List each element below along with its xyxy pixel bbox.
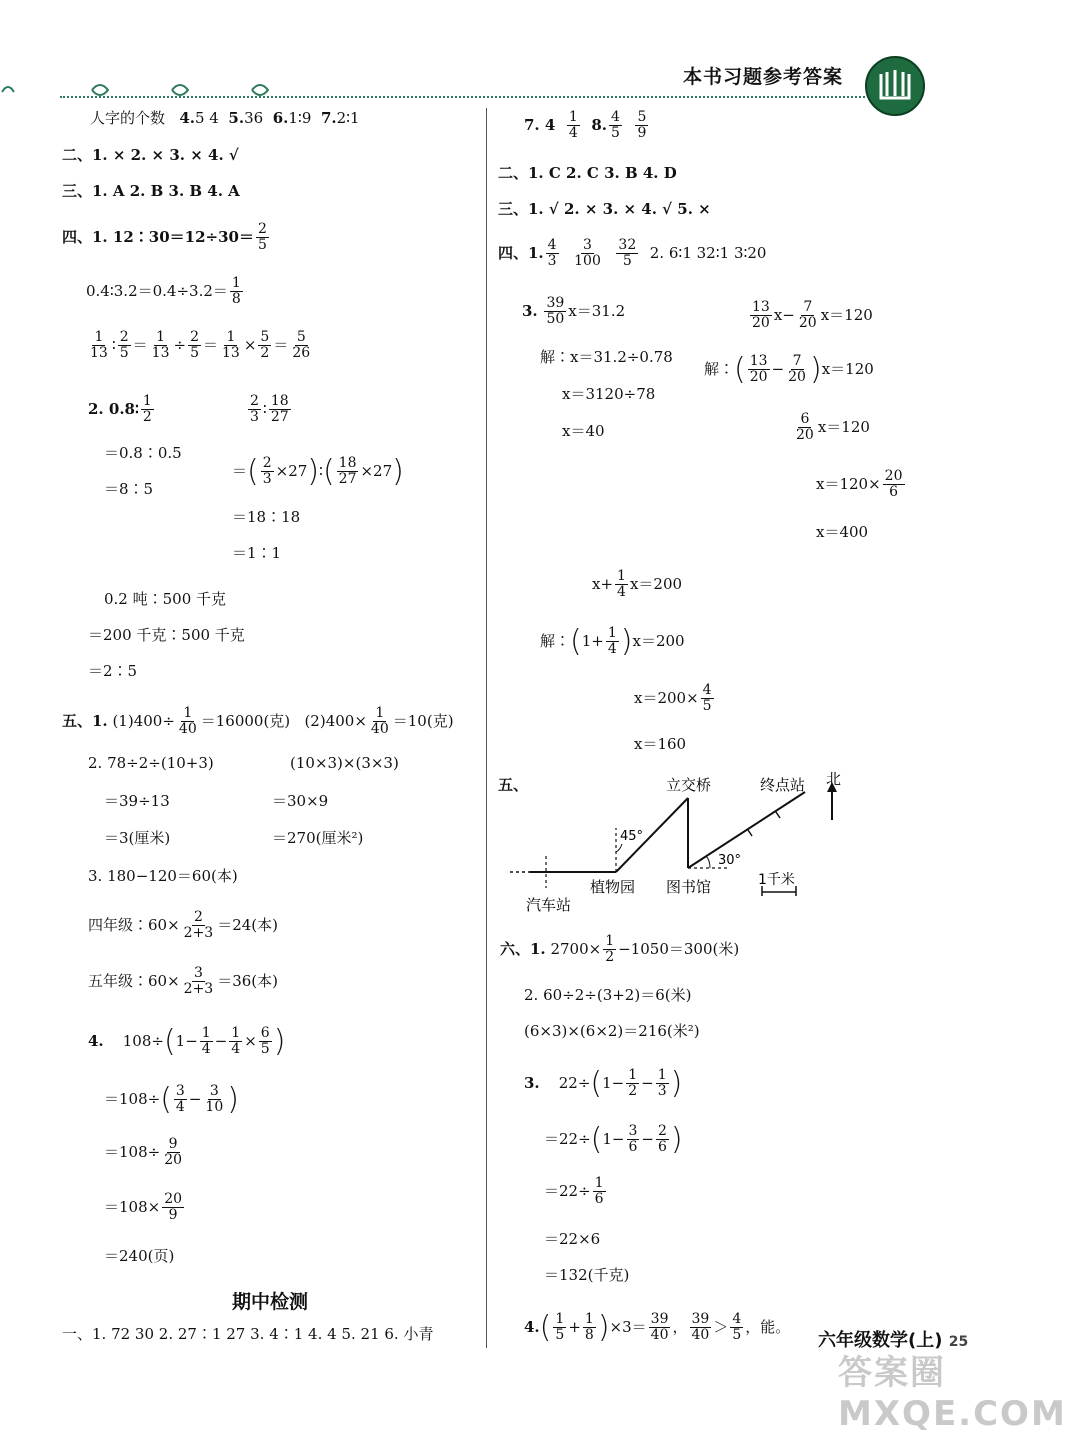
page-number: 25 (948, 1334, 969, 1350)
answer-line: 3. 22÷(1− $\frac{1}{2}$ − $\frac{1}{3}$ ) (524, 1065, 683, 1101)
answer-line: ＝108÷( $\frac{3}{4}$ − $\frac{3}{10}$ ) (104, 1081, 239, 1117)
answer-line: x＝40 (562, 422, 605, 440)
answer-line: ＝200 千克∶500 千克 (88, 626, 245, 644)
answer-line: ＝( $\frac{2}{3}$ ×27)∶( $\frac{18}{27}$ ×27) (232, 453, 404, 489)
answer-line: 五、1. (1)400÷ $\frac{1}{40}$ ＝16000(克) (2)400× $\frac{1}{40}$ ＝10(克) (62, 705, 454, 738)
answer-line: 2. 0.8∶ $\frac{1}{2}$ (88, 393, 152, 426)
section-title: 期中检测 (232, 1291, 309, 1313)
answer-line: 7. 4 $\frac{1}{4}$ 8. $\frac{4}{5}$ $\frac{5}{9}$ (524, 109, 647, 142)
answer-line: x＝160 (634, 735, 687, 753)
answer-line: 三、1. √ 2. × 3. × 4. √ 5. × (498, 200, 711, 218)
answer-line: ＝240(页) (104, 1247, 175, 1265)
answer-line: ＝39÷13 (104, 792, 170, 810)
answer-line: ＝0.8∶0.5 (104, 444, 182, 462)
answer-line: x+ $\frac{1}{4}$ x＝200 (592, 568, 683, 601)
answer-line: 六、1. 2700× $\frac{1}{2}$ −1050＝300(米) (500, 933, 740, 966)
answer-line: ＝22×6 (544, 1230, 601, 1248)
answer-line: 二、1. C 2. C 3. B 4. D (498, 164, 677, 182)
answer-line: x＝400 (816, 523, 869, 541)
answer-line: x＝120× $\frac{20}{6}$ (816, 468, 903, 501)
section-label: 五、 (498, 776, 529, 794)
answer-line: ＝18∶18 (232, 508, 301, 526)
route-map-diagram (500, 768, 860, 918)
map-label-terminal: 终点站 (760, 776, 806, 794)
answer-line: 3. 180−120＝60(本) (88, 867, 238, 885)
answer-line: 0.4∶3.2＝0.4÷3.2＝ $\frac{1}{8}$ (86, 275, 241, 308)
answer-line: ＝2∶5 (88, 662, 138, 680)
answer-line: ＝108× $\frac{20}{9}$ (104, 1191, 183, 1224)
answer-line: ＝132(千克) (544, 1266, 630, 1284)
answer-line: $\frac{6}{20}$ x＝120 (796, 411, 870, 444)
answer-line: 一、1. 72 30 2. 27∶1 27 3. 4∶1 4. 4 5. 21 6. 小青 (62, 1325, 434, 1343)
answer-line: 4. 108÷(1− $\frac{1}{4}$ − $\frac{1}{4}$ × $\frac{6}{5}$ ) (88, 1023, 286, 1059)
map-angle-45: 45° (620, 829, 644, 844)
header-dotted-rule (60, 96, 865, 98)
book-logo-icon (865, 56, 925, 116)
answer-line: 2. 78÷2÷(10+3) (88, 754, 214, 772)
answer-line: 3. $\frac{39}{50}$ x＝31.2 (522, 295, 626, 328)
footer-grade-label: 六年级数学(上) 25 (818, 1330, 969, 1351)
map-label-bridge: 立交桥 (666, 776, 712, 794)
answer-line: 二、1. × 2. × 3. × 4. √ (62, 146, 239, 164)
answer-line: 4.( $\frac{1}{5}$ + $\frac{1}{8}$ )×3＝ $\frac{39}{40}$ ， $\frac{39}{40}$ ＞ $\frac{4}{5}$ ，能。 (524, 1309, 791, 1345)
map-angle-30: 30° (718, 853, 742, 868)
map-label-garden: 植物园 (590, 878, 636, 896)
answer-line: ＝22÷(1− $\frac{3}{6}$ − $\frac{2}{6}$ ) (544, 1121, 683, 1157)
answer-line: ＝1∶1 (232, 544, 282, 562)
answer-line: ＝3(厘米) (104, 829, 171, 847)
column-divider (486, 108, 487, 1348)
answer-line: 2. 60÷2÷(3+2)＝6(米) (524, 986, 692, 1004)
answer-line: $\frac{2}{3}$ ∶ $\frac{18}{27}$ (250, 393, 289, 426)
answer-line: 0.2 吨∶500 千克 (104, 590, 227, 608)
route-segment (688, 792, 805, 868)
answer-line: ＝108÷ $\frac{9}{20}$ (104, 1136, 183, 1169)
answer-line: $\frac{13}{20}$ x− $\frac{7}{20}$ x＝120 (752, 299, 873, 332)
answer-line: $\frac{1}{13}$ ∶ $\frac{2}{5}$ ＝ $\frac{1}{13}$ ÷ $\frac{2}{5}$ ＝ $\frac{1}{13}$ × $\frac{5}{2}$ ＝ $\frac{5}{26}$ (90, 329, 311, 362)
map-label-library: 图书馆 (666, 878, 712, 896)
answer-line: ＝270(厘米²) (272, 829, 364, 847)
answer-line: 三、1. A 2. B 3. B 4. A (62, 182, 240, 200)
answer-line: x＝3120÷78 (562, 385, 656, 403)
page-header-title: 本书习题参考答案 (683, 66, 844, 88)
answer-line: 解∶(1+ $\frac{1}{4}$ )x＝200 (540, 623, 685, 659)
answer-line: 五年级∶60× $\frac{3}{2+3}$ ＝36(本) (88, 965, 278, 998)
answer-line: 人字的个数 4.5 4 5.36 6.1∶9 7.2∶1 (90, 109, 360, 127)
map-label-station: 汽车站 (526, 896, 572, 914)
answer-line: 四、1. 12∶30＝12÷30＝ $\frac{2}{5}$ (62, 221, 267, 254)
answer-line: ＝22÷ $\frac{1}{6}$ (544, 1175, 604, 1208)
answer-line: ＝30×9 (272, 792, 329, 810)
answer-line: 四、1. $\frac{4}{3}$ $\frac{3}{100}$ $\frac{32}{5}$ 2. 6∶1 32∶1 3∶20 (498, 237, 767, 270)
map-label-scale: 1千米 (758, 872, 795, 888)
answer-line: (6×3)×(6×2)＝216(米²) (524, 1022, 700, 1040)
map-label-north: 北 (826, 770, 842, 788)
answer-line: 解∶( $\frac{13}{20}$ − $\frac{7}{20}$ )x＝120 (704, 351, 874, 387)
answer-line: ＝8∶5 (104, 480, 154, 498)
answer-line: 解∶x＝31.2÷0.78 (540, 348, 673, 366)
decorative-swirls (0, 78, 340, 106)
answer-line: x＝200× $\frac{4}{5}$ (634, 682, 712, 715)
answer-line: 四年级∶60× $\frac{2}{2+3}$ ＝24(本) (88, 909, 278, 942)
answer-line: (10×3)×(3×3) (290, 754, 399, 772)
watermark: 答案圈 MXQE.COM (838, 1353, 1067, 1434)
